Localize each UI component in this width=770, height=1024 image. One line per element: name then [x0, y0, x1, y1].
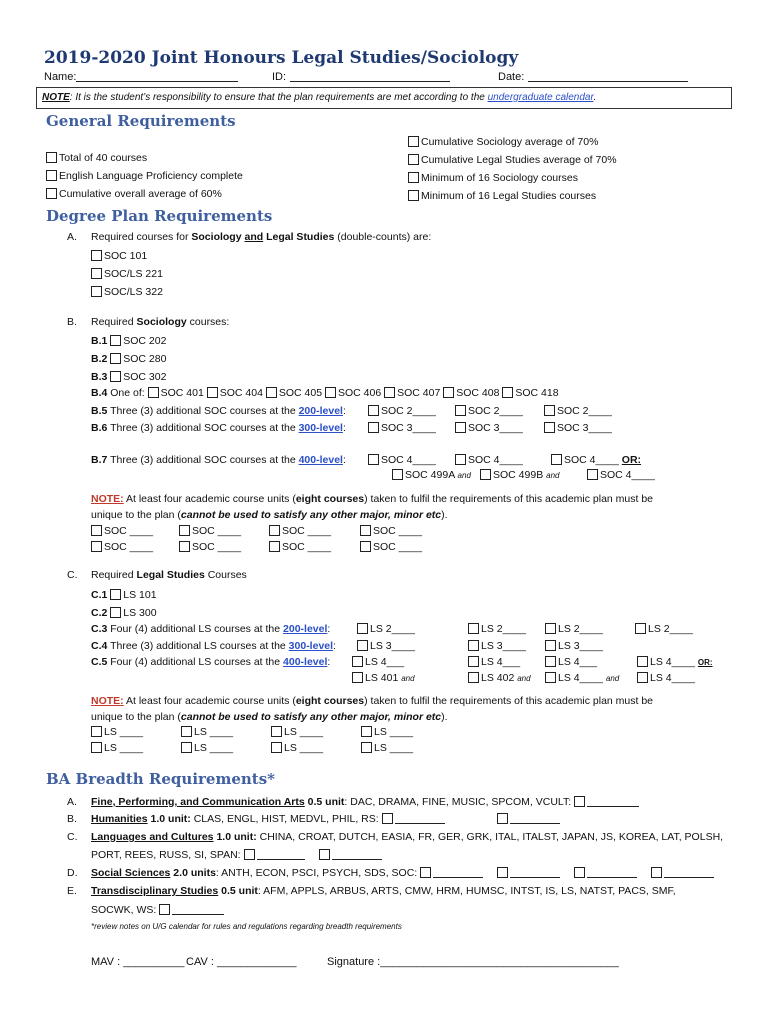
checkbox-item[interactable]	[497, 867, 560, 879]
breadth-d-letter: D.	[67, 867, 78, 879]
checkbox-item[interactable]: SOC 2____	[544, 405, 612, 417]
checkbox-item[interactable]: SOC 407	[384, 387, 440, 399]
checkbox-item[interactable]: LS 4____ and	[545, 672, 619, 684]
breadth-e-letter: E.	[67, 885, 77, 897]
checkbox-item[interactable]: LS ____	[91, 724, 181, 740]
checkbox-item[interactable]	[244, 849, 305, 861]
degree-plan-heading: Degree Plan Requirements	[46, 207, 273, 225]
checkbox-item[interactable]: SOC 406	[325, 387, 381, 399]
checkbox-item[interactable]	[574, 867, 637, 879]
checkbox-item[interactable]: LS 2____	[468, 623, 526, 635]
checkbox-item[interactable]: LS 3____	[545, 640, 603, 652]
checkbox-item[interactable]: B.3 SOC 302	[91, 371, 167, 383]
checkbox-item[interactable]	[651, 867, 714, 879]
checkbox-item[interactable]: LS ____	[361, 726, 413, 738]
checkbox-item[interactable]: LS ____	[271, 724, 361, 740]
undergraduate-calendar-link[interactable]: undergraduate calendar	[487, 92, 594, 103]
id-field[interactable]: ID:	[272, 71, 450, 83]
checkbox-item[interactable]	[319, 849, 382, 861]
checkbox-item[interactable]: LS ____	[271, 740, 361, 756]
checkbox-item[interactable]: LS 4___	[468, 656, 520, 668]
section-a-text: Required courses for Sociology and Legal Studies (double-counts) are:	[91, 231, 432, 243]
breadth-footnote: *review notes on U/G calendar for rules and regulations regarding breadth requirements	[91, 922, 402, 931]
general-requirements-heading: General Requirements	[46, 112, 236, 130]
ls-note: NOTE: At least four academic course units (eight courses) taken to fulfil the requirements of this academic plan must be unique to the plan (cannot be used to satisfy any other major, minor etc).	[91, 695, 654, 723]
checkbox-item[interactable]: SOC 499A and	[392, 469, 471, 481]
level-link[interactable]: 300-level	[298, 422, 343, 434]
level-link[interactable]: 200-level	[298, 405, 343, 417]
checkbox-item[interactable]: SOC 3____	[455, 422, 523, 434]
checkbox-item[interactable]: LS 2____	[635, 623, 693, 635]
checkbox-item[interactable]: SOC 499B and	[480, 469, 559, 481]
checkbox-item[interactable]: LS ____	[181, 740, 271, 756]
page-title: 2019-2020 Joint Honours Legal Studies/Sociology	[44, 48, 519, 68]
checkbox-item[interactable]: SOC ____	[360, 541, 422, 553]
checkbox-item[interactable]: SOC ____	[179, 523, 269, 539]
checkbox-item[interactable]: C.2 LS 300	[91, 607, 157, 619]
checkbox-item[interactable]: LS 4____	[637, 672, 695, 684]
note-box: NOTE: It is the student’s responsibility to ensure that the plan requirements are met according to the undergraduate calendar.	[36, 87, 732, 109]
date-field[interactable]: Date:	[498, 71, 688, 83]
section-a: A.	[67, 231, 77, 243]
breadth-e: Transdisciplinary Studies 0.5 unit: AFM, APPLS, ARBUS, ARTS, CMW, HRM, HUMSC, INTST, IS, LS, NATST, PACS, SMF,	[91, 885, 676, 897]
checkbox-item[interactable]: Cumulative overall average of 60%	[46, 185, 243, 203]
checkbox-item[interactable]: SOC ____	[91, 523, 179, 539]
checkbox-item[interactable]	[382, 813, 445, 825]
breadth-c2: PORT, REES, RUSS, SI, SPAN:	[91, 849, 382, 861]
checkbox-item[interactable]: SOC 3____	[368, 422, 436, 434]
checkbox-item[interactable]: SOC 2____	[455, 405, 523, 417]
checkbox-item[interactable]: SOC ____	[269, 523, 360, 539]
checkbox-item[interactable]: Minimum of 16 Legal Studies courses	[408, 187, 617, 205]
checkbox-item[interactable]: B.2 SOC 280	[91, 353, 167, 365]
checkbox-item[interactable]: SOC 418	[502, 387, 558, 399]
checkbox-item[interactable]: SOC 4____	[587, 469, 655, 481]
checkbox-item[interactable]: LS 2____	[357, 623, 415, 635]
signature-field[interactable]: Signature :_______________________________________	[327, 956, 619, 968]
general-right-list	[408, 133, 617, 205]
level-link[interactable]: 400-level	[283, 656, 328, 668]
checkbox-item[interactable]	[497, 813, 560, 825]
section-b-text: Required Sociology courses:	[91, 316, 230, 328]
checkbox-item[interactable]: SOC 2____	[368, 405, 436, 417]
checkbox-item[interactable]	[420, 867, 483, 879]
section-c-text: Required Legal Studies Courses	[91, 569, 247, 581]
breadth-c-letter: C.	[67, 831, 78, 843]
checkbox-item[interactable]: SOC 4____ OR:	[551, 454, 641, 466]
b6-label: B.6 Three (3) additional SOC courses at the 300-level:	[91, 422, 346, 434]
checkbox-item[interactable]: SOC ____	[91, 539, 179, 555]
checkbox-item[interactable]	[574, 796, 639, 808]
checkbox-item[interactable]: LS 3____	[468, 640, 526, 652]
section-c: C.	[67, 569, 78, 581]
checkbox-item[interactable]: LS 4____ OR:	[637, 656, 713, 668]
checkbox-item[interactable]: SOC 101	[91, 247, 163, 265]
section-b-list	[91, 332, 166, 386]
mav-field[interactable]: MAV : __________	[91, 956, 185, 968]
level-link[interactable]: 300-level	[288, 640, 334, 652]
checkbox-item[interactable]: B.1 SOC 202	[91, 335, 167, 347]
breadth-d: Social Sciences 2.0 units: ANTH, ECON, PSCI, PSYCH, SDS, SOC:	[91, 867, 714, 879]
breadth-b: Humanities 1.0 unit: CLAS, ENGL, HIST, MEDVL, PHIL, RS:	[91, 813, 560, 825]
checkbox-item[interactable]: SOC ____	[360, 525, 422, 537]
checkbox-item[interactable]: LS 401 and	[352, 672, 415, 684]
checkbox-item[interactable]: Cumulative Sociology average of 70%	[408, 133, 617, 151]
checkbox-item[interactable]: SOC 404	[207, 387, 263, 399]
c4-label: C.4 Three (3) additional LS courses at the 300-level:	[91, 640, 336, 652]
checkbox-item[interactable]: SOC/LS 322	[91, 283, 163, 301]
c3-label: C.3 Four (4) additional LS courses at the 200-level:	[91, 623, 331, 635]
general-left-list	[46, 149, 243, 203]
section-a-list	[91, 247, 163, 301]
level-link[interactable]: 400-level	[298, 454, 343, 466]
name-field[interactable]: Name:	[44, 71, 238, 83]
checkbox-item[interactable]	[159, 904, 224, 916]
b4-row: B.4 One of: SOC 401 SOC 404 SOC 405 SOC 406 SOC 407 SOC 408 SOC 418	[91, 387, 559, 399]
checkbox-item[interactable]: Cumulative Legal Studies average of 70%	[408, 151, 617, 169]
soc-note: NOTE: At least four academic course units (eight courses) taken to fulfil the requirements of this academic plan must be unique to the plan (cannot be used to satisfy any other major, minor etc).	[91, 493, 654, 521]
breadth-b-letter: B.	[67, 813, 77, 825]
breadth-e2: SOCWK, WS:	[91, 904, 224, 916]
section-c-list	[91, 586, 157, 622]
checkbox-item[interactable]: SOC 405	[266, 387, 322, 399]
checkbox-item[interactable]: LS ____	[91, 740, 181, 756]
level-link[interactable]: 200-level	[283, 623, 328, 635]
checkbox-item[interactable]: SOC 3____	[544, 422, 612, 434]
soc-blank-grid	[91, 523, 422, 555]
checkbox-item[interactable]: LS 3____	[357, 640, 415, 652]
cav-field[interactable]: CAV : _____________	[186, 956, 297, 968]
checkbox-item[interactable]: SOC 401	[148, 387, 204, 399]
checkbox-item[interactable]: LS 2____	[545, 623, 603, 635]
checkbox-item[interactable]: SOC 4____	[368, 454, 436, 466]
ls-blank-grid	[91, 724, 413, 756]
b7-label: B.7 Three (3) additional SOC courses at the 400-level:	[91, 454, 346, 466]
checkbox-item[interactable]: Total of 40 courses	[46, 149, 243, 167]
checkbox-item[interactable]: SOC ____	[269, 539, 360, 555]
checkbox-item[interactable]: Minimum of 16 Sociology courses	[408, 169, 617, 187]
checkbox-item[interactable]: LS ____	[181, 724, 271, 740]
c5-label: C.5 Four (4) additional LS courses at the 400-level:	[91, 656, 331, 668]
breadth-a: Fine, Performing, and Communication Arts 0.5 unit: DAC, DRAMA, FINE, MUSIC, SPCOM, VCULT:	[91, 796, 639, 808]
checkbox-item[interactable]: SOC 408	[443, 387, 499, 399]
checkbox-item[interactable]: C.1 LS 101	[91, 589, 157, 601]
checkbox-item[interactable]: LS 402 and	[468, 672, 531, 684]
section-b: B.	[67, 316, 77, 328]
checkbox-item[interactable]: English Language Proficiency complete	[46, 167, 243, 185]
checkbox-item[interactable]: LS 4___	[545, 656, 597, 668]
checkbox-item[interactable]: LS 4___	[352, 656, 404, 668]
checkbox-item[interactable]: SOC/LS 221	[91, 265, 163, 283]
breadth-c: Languages and Cultures 1.0 unit: CHINA, CROAT, DUTCH, EASIA, FR, GER, GRK, ITAL, ITALST, JAPAN, JS, KOREA, LAT, POLSH,	[91, 831, 724, 843]
checkbox-item[interactable]: SOC 4____	[455, 454, 523, 466]
breadth-a-letter: A.	[67, 796, 77, 808]
checkbox-item[interactable]: LS ____	[361, 742, 413, 754]
b5-label: B.5 Three (3) additional SOC courses at the 200-level:	[91, 405, 346, 417]
breadth-heading: BA Breadth Requirements*	[46, 770, 276, 788]
checkbox-item[interactable]: SOC ____	[179, 539, 269, 555]
